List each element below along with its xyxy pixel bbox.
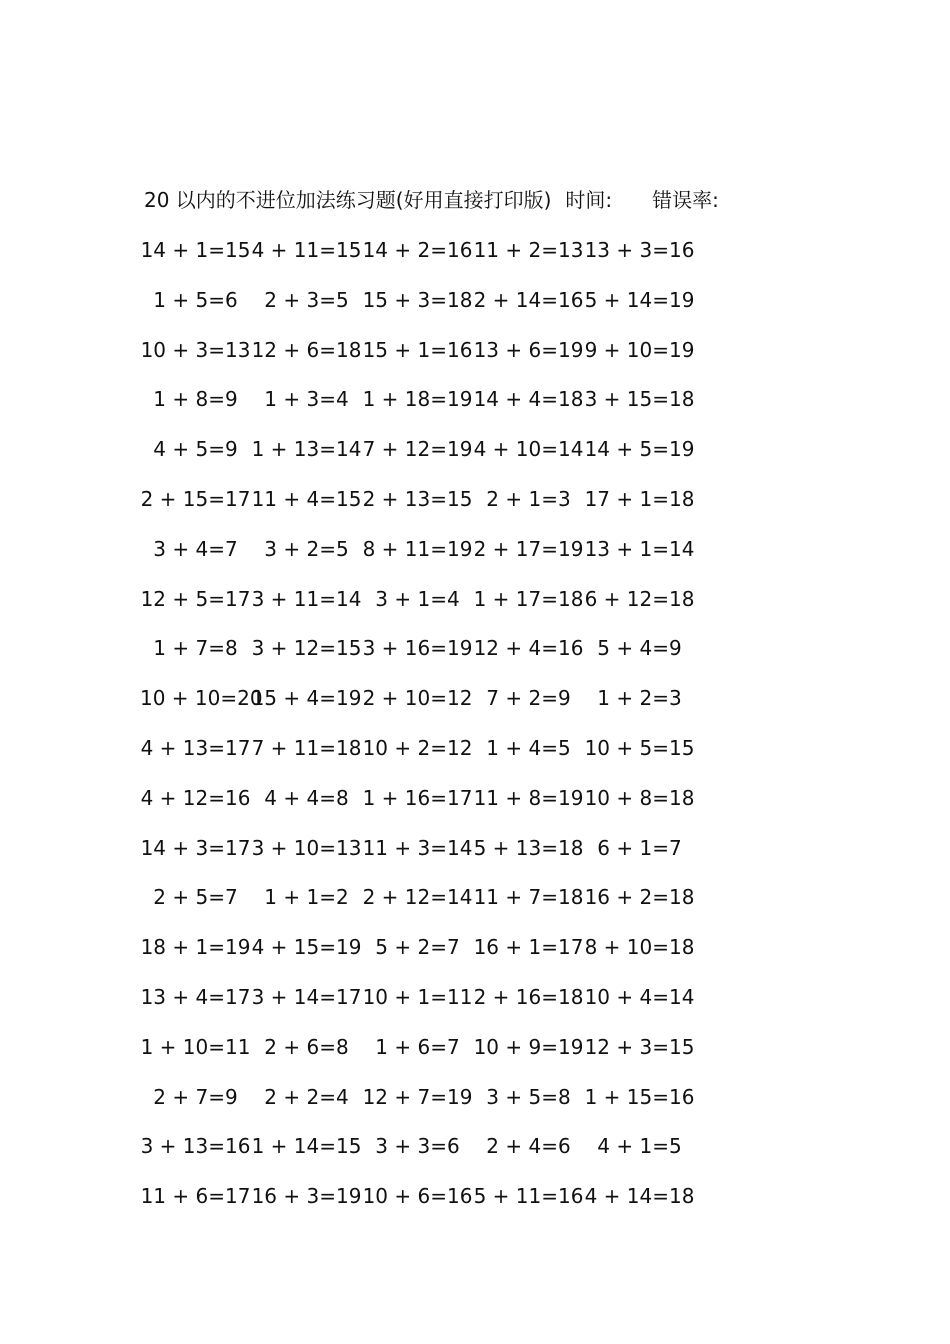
problem-row [140,585,720,635]
problem-item: 4 + 5=9 [153,437,238,462]
problem-item: 15 + 3=18 [362,287,473,312]
problem-item: 3 + 10=13 [251,835,362,860]
problem-item: 11 + 3=14 [362,835,473,860]
problem-item: 18 + 1=19 [140,935,251,960]
problem-item: 2 + 13=15 [362,486,473,511]
problem-item: 7 + 12=19 [362,437,473,462]
problem-row [140,385,720,435]
problem-item: 1 + 18=19 [362,387,473,412]
problem-row [140,435,720,485]
problem-item: 1 + 6=7 [375,1034,460,1059]
problem-item: 1 + 10=11 [140,1034,251,1059]
problem-item: 14 + 2=16 [362,238,473,262]
problem-item: 12 + 3=15 [584,1034,695,1059]
problem-row [140,684,720,734]
problem-item: 2 + 6=8 [264,1034,349,1059]
problem-item: 10 + 3=13 [140,337,251,362]
problem-row [140,933,720,983]
problem-item: 8 + 10=18 [584,935,695,960]
problem-item: 2 + 15=17 [140,486,251,511]
problem-item: 12 + 5=17 [140,586,251,611]
problem-item: 4 + 14=18 [584,1184,695,1209]
problem-item: 12 + 4=16 [473,636,584,661]
problem-item: 9 + 10=19 [584,337,695,362]
problem-item: 15 + 1=16 [362,337,473,362]
problem-item: 13 + 3=16 [584,238,695,262]
problem-item: 3 + 15=18 [584,387,695,412]
problem-item: 2 + 14=16 [473,287,584,312]
problem-item: 2 + 10=12 [362,686,473,711]
problem-row [140,535,720,585]
problem-item: 4 + 1=5 [597,1134,682,1159]
problem-row [140,1033,720,1083]
problem-item: 2 + 1=3 [486,486,571,511]
problem-row [140,883,720,933]
problem-item: 12 + 7=19 [362,1084,473,1109]
problem-item: 4 + 4=8 [264,785,349,810]
problem-item: 11 + 7=18 [473,885,584,910]
problem-item: 5 + 14=19 [584,287,695,312]
problem-item: 13 + 6=19 [473,337,584,362]
problem-item: 10 + 6=16 [362,1184,473,1209]
error-rate-label: 错误率: [652,188,719,212]
problem-item: 16 + 3=19 [251,1184,362,1209]
problem-item: 5 + 2=7 [375,935,460,960]
problem-grid [140,236,720,1232]
problem-row [140,834,720,884]
problem-item: 5 + 13=18 [473,835,584,860]
problem-item: 1 + 5=6 [153,287,238,312]
problem-item: 11 + 2=13 [473,238,584,262]
problem-row [140,784,720,834]
problem-item: 10 + 9=19 [473,1034,584,1059]
problem-row [140,634,720,684]
problem-item: 10 + 8=18 [584,785,695,810]
problem-item: 2 + 12=14 [362,885,473,910]
problem-item: 1 + 7=8 [153,636,238,661]
problem-item: 12 + 6=18 [251,337,362,362]
problem-item: 3 + 2=5 [264,536,349,561]
problem-item: 3 + 14=17 [251,984,362,1009]
problem-item: 1 + 14=15 [251,1134,362,1159]
problem-item: 1 + 16=17 [362,785,473,810]
problem-item: 4 + 13=17 [140,735,251,760]
problem-item: 17 + 1=18 [584,486,695,511]
problem-item: 3 + 4=7 [153,536,238,561]
worksheet-title: 20 以内的不进位加法练习题(好用直接打印版) [144,188,552,212]
time-label: 时间: [565,188,613,212]
problem-item: 6 + 1=7 [597,835,682,860]
problem-item: 1 + 3=4 [264,387,349,412]
problem-item: 4 + 12=16 [140,785,251,810]
problem-item: 7 + 2=9 [486,686,571,711]
problem-item: 1 + 8=9 [153,387,238,412]
problem-row [140,1182,720,1232]
problem-row [140,734,720,784]
problem-row [140,236,720,286]
problem-item: 11 + 4=15 [251,486,362,511]
problem-row [140,286,720,336]
problem-item: 2 + 7=9 [153,1084,238,1109]
problem-item: 11 + 6=17 [140,1184,251,1209]
problem-item: 3 + 5=8 [486,1084,571,1109]
problem-item: 10 + 2=12 [362,735,473,760]
problem-item: 4 + 15=19 [251,935,362,960]
problem-item: 2 + 4=6 [486,1134,571,1159]
problem-item: 4 + 10=14 [473,437,584,462]
problem-row [140,983,720,1033]
problem-row [140,336,720,386]
problem-item: 8 + 11=19 [362,536,473,561]
problem-item: 14 + 1=15 [140,238,251,262]
worksheet-header [144,186,719,214]
problem-item: 1 + 2=3 [597,686,682,711]
problem-item: 3 + 3=6 [375,1134,460,1159]
problem-row [140,485,720,535]
problem-item: 2 + 3=5 [264,287,349,312]
problem-item: 10 + 10=20 [140,686,263,711]
problem-item: 1 + 13=14 [251,437,362,462]
problem-item: 14 + 4=18 [473,387,584,412]
problem-item: 3 + 13=16 [140,1134,251,1159]
problem-item: 3 + 12=15 [251,636,362,661]
problem-item: 2 + 17=19 [473,536,584,561]
problem-item: 5 + 11=16 [473,1184,584,1209]
problem-item: 2 + 16=18 [473,984,584,1009]
problem-item: 10 + 1=11 [362,984,473,1009]
problem-row [140,1132,720,1182]
problem-item: 2 + 2=4 [264,1084,349,1109]
problem-item: 6 + 12=18 [584,586,695,611]
problem-item: 10 + 5=15 [584,735,695,760]
problem-item: 13 + 1=14 [584,536,695,561]
problem-item: 15 + 4=19 [251,686,362,711]
problem-item: 7 + 11=18 [251,735,362,760]
problem-item: 13 + 4=17 [140,984,251,1009]
problem-item: 3 + 16=19 [362,636,473,661]
problem-item: 2 + 5=7 [153,885,238,910]
problem-item: 10 + 4=14 [584,984,695,1009]
problem-item: 5 + 4=9 [597,636,682,661]
problem-row [140,1083,720,1133]
problem-item: 14 + 3=17 [140,835,251,860]
problem-item: 3 + 11=14 [251,586,362,611]
problem-item: 11 + 8=19 [473,785,584,810]
problem-item: 1 + 4=5 [486,735,571,760]
problem-item: 16 + 1=17 [473,935,584,960]
problem-item: 1 + 17=18 [473,586,584,611]
problem-item: 3 + 1=4 [375,586,460,611]
problem-item: 1 + 1=2 [264,885,349,910]
problem-item: 1 + 15=16 [584,1084,695,1109]
problem-item: 4 + 11=15 [251,238,362,262]
problem-item: 14 + 5=19 [584,437,695,462]
problem-item: 16 + 2=18 [584,885,695,910]
